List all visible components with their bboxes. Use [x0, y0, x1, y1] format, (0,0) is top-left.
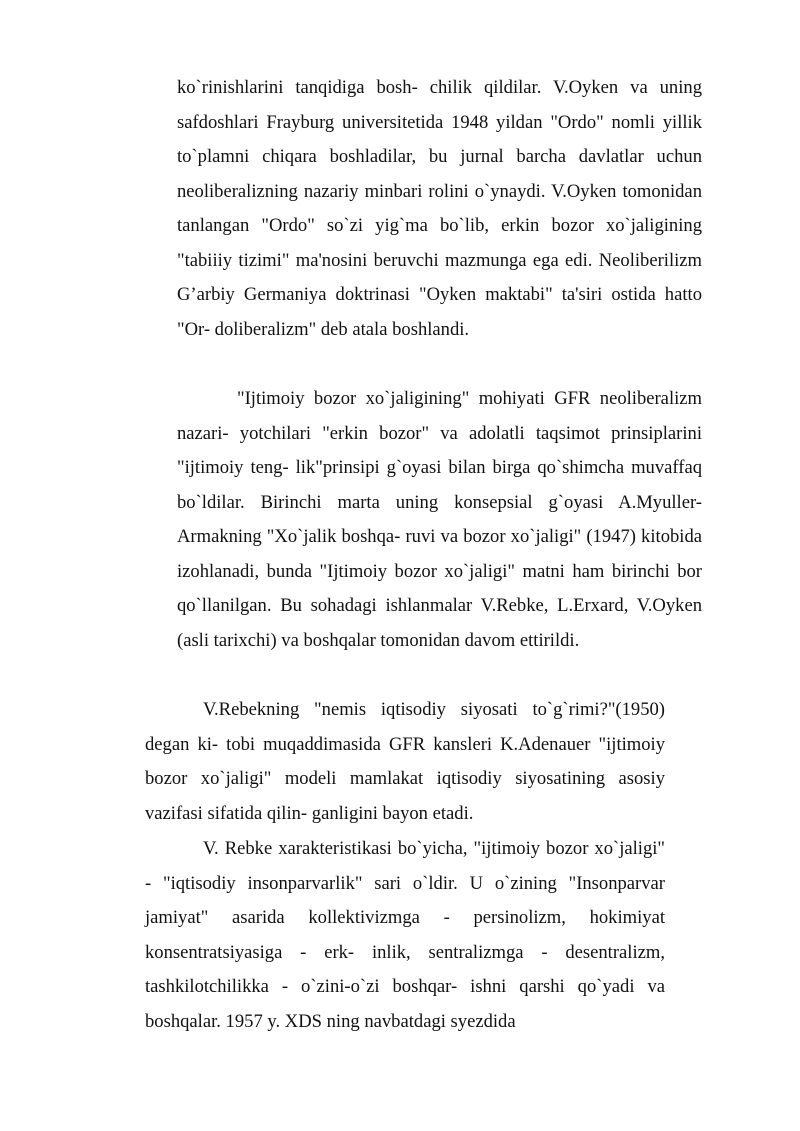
- paragraph-2: "Ijtimoiy bozor xo`jaligining" mohiyati GFR neoliberalizm nazari- yotchilari "erkin bozor" va adolatli taqsimot prinsiplarini "ijtimoiy teng- lik"prinsipi g`oyasi bilan birga qo`shimcha muvaffaq bo`ldilar. Birinchi marta uning konsepsial g`oyasi A.Myuller-Armakning "Xo`jalik boshqa- ruvi va bozor xo`jaligi" (1947) kitobida izohlanadi, bunda "Ijtimoiy bozor xo`jaligi" matni ham birinchi bor qo`llanilgan. Bu sohadagi ishlanmalar V.Rebke, L.Erxard, V.Oyken (asli tarixchi) va boshqalar tomonidan davom ettirildi.: [177, 388, 702, 651]
- paragraph-3: V.Rebekning "nemis iqtisodiy siyosati to`g`rimi?"(1950) degan ki- tobi muqaddimasida GFR kansleri K.Adenauer "ijtimoiy bozor xo`jaligi" modeli mamlakat iqtisodiy siyosatining asosiy vazifasi sifatida qilin- ganligini bayon etadi.: [145, 699, 665, 824]
- paragraph-4: V. Rebke xarakteristikasi bo`yicha, "ijtimoiy bozor xo`jaligi" - "iqtisodiy insonparvarlik" sari o`ldir. U o`zining "Insonparvar jamiyat" asarida kollektivizmga - persinolizm, hokimiyat konsentratsiyasiga - erk- inlik, sentralizmga - desentralizm, tashkilotchilikka - o`zini-o`zi boshqar- ishni qarshi qo`yadi va boshqalar. 1957 y. XDS ning navbatdagi syezdida: [145, 838, 665, 1032]
- paragraph-1: ko`rinishlarini tanqidiga bosh- chilik qildilar. V.Oyken va uning safdoshlari Frayburg universitetida 1948 yildan "Ordo" nomli yillik to`plamni chiqara boshladilar, bu jurnal barcha davlatlar uchun neoliberalizning nazariy minbari rolini o`ynaydi. V.Oyken tomonidan tanlangan "Ordo" so`zi yig`ma bo`lib, erkin bozor xo`jaligining "tabiiiy tizimi" ma'nosini beruvchi mazmunga ega edi. Neoliberilizm G’arbiy Germaniya doktrinasi "Oyken maktabi" ta'siri ostida hatto "Or- doliberalizm" deb atala boshlandi.: [177, 77, 702, 340]
